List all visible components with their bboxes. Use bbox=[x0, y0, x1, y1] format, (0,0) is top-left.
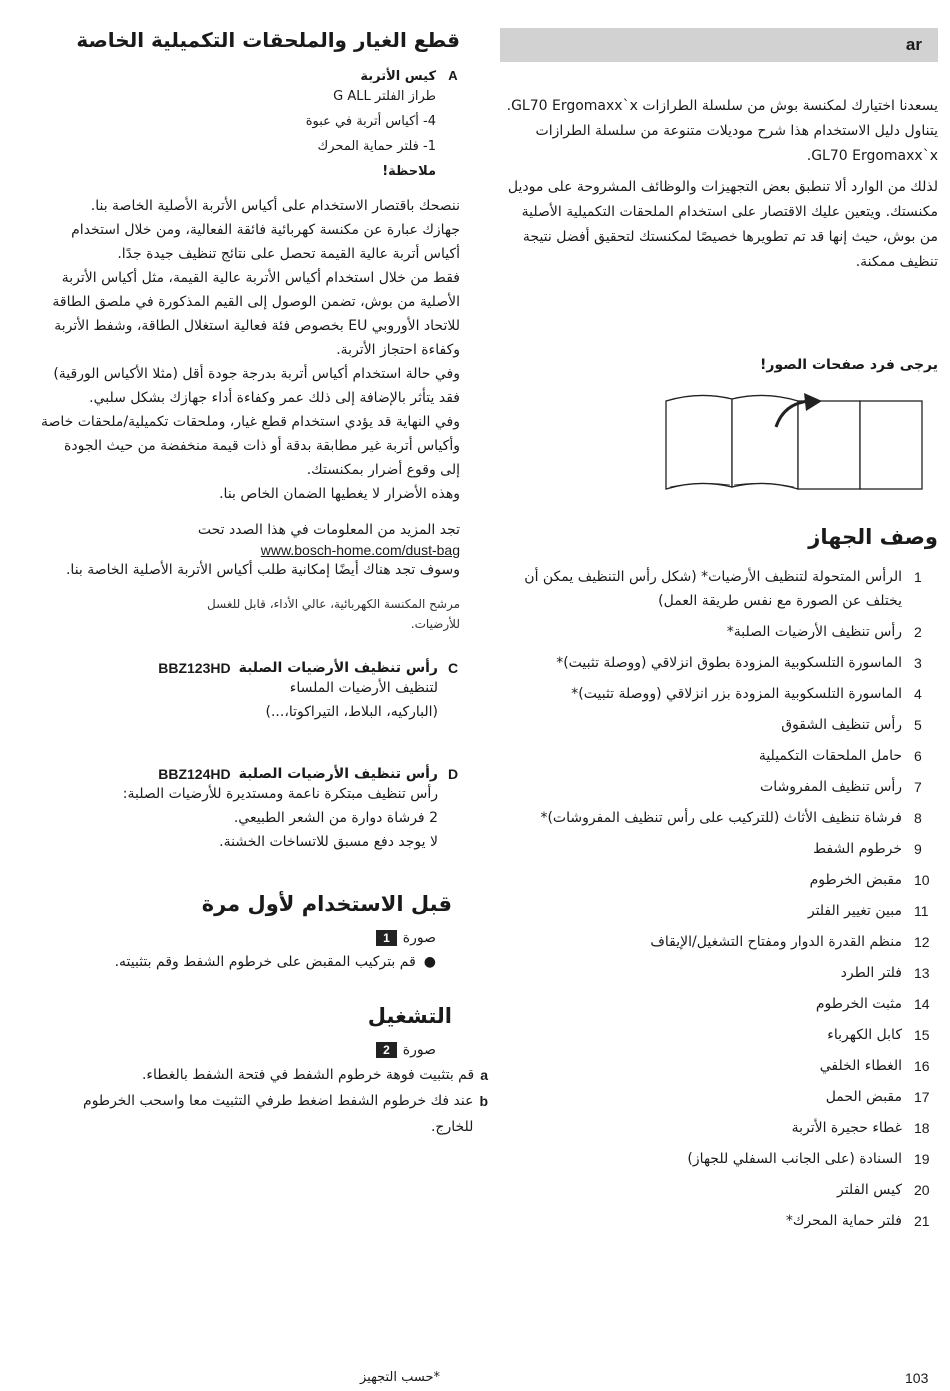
intro-paragraph: يسعدنا اختيارك لمكنسة بوش من سلسلة الطرازات GL70 Ergomaxx`x. يتناول دليل الاستخدام هذا شرح موديلات متنوعة من سلسلة الطرازات GL70 Ergomaxx`x. bbox=[506, 98, 938, 164]
list-item bbox=[500, 837, 938, 861]
part-text: غطاء حجيرة الأتربة bbox=[791, 1120, 902, 1136]
notice-paragraph: وهذه الأضرار لا يغطيها الضمان الخاص بنا. bbox=[219, 486, 460, 502]
dust-bag-link[interactable]: www.bosch-home.com/dust-bag bbox=[260, 542, 460, 558]
warning-title: ملاحظة! bbox=[382, 164, 436, 179]
section-a-letter: A bbox=[448, 68, 458, 83]
device-description-title: وصف الجهاز bbox=[808, 525, 938, 549]
section-c-line: لتنظيف الأرضيات الملساء bbox=[289, 680, 438, 696]
left-column bbox=[40, 28, 488, 1140]
part-number: 6 bbox=[914, 748, 922, 764]
list-item bbox=[500, 1209, 938, 1233]
part-text: كيس الفلتر bbox=[836, 1182, 902, 1198]
list-item bbox=[500, 1023, 938, 1047]
part-number: 4 bbox=[914, 686, 922, 702]
notice-paragraph: ننصحك باقتصار الاستخدام على أكياس الأتربة الأصلية الخاصة بنا. bbox=[90, 198, 460, 214]
part-text: رأس تنظيف الشقوق bbox=[781, 717, 902, 733]
right-column bbox=[500, 28, 938, 1240]
foldout-illustration bbox=[500, 387, 938, 497]
section-b-line: مرشح المكنسة الكهربائية، عالي الأداء، قابل للغسل bbox=[207, 597, 460, 611]
list-item bbox=[500, 651, 938, 675]
section-c-model: BBZ123HD bbox=[158, 660, 231, 676]
list-item bbox=[500, 1085, 938, 1109]
part-text: رأس تنظيف الأرضيات الصلبة* bbox=[726, 624, 902, 640]
list-item bbox=[500, 682, 938, 706]
section-d-heading bbox=[40, 766, 460, 782]
section-a-heading bbox=[40, 68, 460, 84]
list-item bbox=[500, 806, 938, 830]
part-text: كابل الكهرباء bbox=[827, 1027, 902, 1043]
part-number: 18 bbox=[914, 1120, 930, 1136]
part-number: 17 bbox=[914, 1089, 930, 1105]
section-b-text bbox=[40, 594, 460, 634]
part-number: 19 bbox=[914, 1151, 930, 1167]
part-number: 14 bbox=[914, 996, 930, 1012]
bullet-icon: ● bbox=[423, 954, 436, 970]
part-number: 10 bbox=[914, 872, 930, 888]
part-text: الغطاء الخلفي bbox=[819, 1058, 902, 1074]
parts-list bbox=[500, 565, 938, 1233]
section-a-line: 4- أكياس أتربة في عبوة bbox=[305, 114, 436, 129]
list-item bbox=[500, 930, 938, 954]
part-text: الرأس المتحولة لتنظيف الأرضيات* (شكل رأس التنظيف يمكن أن يختلف عن الصورة مع نفس طريقة العمل) bbox=[524, 569, 902, 609]
operation-title: التشغيل bbox=[367, 1004, 452, 1028]
part-number: 21 bbox=[914, 1213, 930, 1229]
before-use-title: قبل الاستخدام لأول مرة bbox=[201, 892, 452, 916]
list-item bbox=[500, 868, 938, 892]
part-text: مبين تغيير الفلتر bbox=[807, 903, 902, 919]
section-a-line: 1- فلتر حماية المحرك bbox=[317, 139, 436, 154]
section-c-heading bbox=[40, 660, 460, 676]
section-a-line: طراز الفلتر G ALL bbox=[333, 89, 436, 104]
part-number: 1 bbox=[914, 569, 922, 585]
section-c-body bbox=[40, 676, 460, 724]
language-bar bbox=[500, 28, 938, 62]
list-item bbox=[500, 565, 938, 613]
part-number: 15 bbox=[914, 1027, 930, 1043]
unfold-note: يرجى فرد صفحات الصور! bbox=[760, 357, 938, 373]
part-number: 20 bbox=[914, 1182, 930, 1198]
figure-2-label bbox=[40, 1042, 436, 1058]
figure-word: صورة bbox=[402, 1042, 436, 1058]
part-text: الماسورة التلسكوبية المزودة بطوق انزلاقي (ووصلة تثبيت)* bbox=[556, 655, 902, 671]
part-text: حامل الملحقات التكميلية bbox=[758, 748, 902, 764]
page-number: 103 bbox=[905, 1370, 929, 1386]
part-text: مثبت الخرطوم bbox=[815, 996, 902, 1012]
section-d-body bbox=[40, 782, 460, 854]
operation-step bbox=[40, 1088, 488, 1140]
step-text: عند فك خرطوم الشفط اضغط طرفي التثبيت معا واسحب الخرطوم للخارج. bbox=[83, 1093, 474, 1135]
dust-bag-notice bbox=[40, 194, 460, 506]
part-text: منظم القدرة الدوار ومفتاح التشغيل/الإيقاف bbox=[650, 934, 902, 950]
section-a-lines bbox=[40, 84, 460, 184]
figure-word: صورة bbox=[402, 930, 436, 946]
notice-paragraph: وفي النهاية قد يؤدي استخدام قطع غيار، وملحقات تكميلية/ملحقات خاصة وأكياس أتربة غير مطابقة بدقة أو ذات قيمة منخفضة من حيث الجودة إلى وقوع أضرار بمكنستك. bbox=[40, 414, 460, 478]
notice-paragraph: وفي حالة استخدام أكياس أتربة بدرجة جودة أقل (مثلا الأكياس الورقية) فقد يتأثر بالإضافة إلى ذلك عمر وكفاءة أداء جهازك بشكل سلبي. bbox=[53, 366, 460, 406]
part-text: فلتر الطرد bbox=[840, 965, 902, 981]
figure-1-label bbox=[40, 930, 436, 946]
step-key: b bbox=[479, 1093, 488, 1109]
part-number: 3 bbox=[914, 655, 922, 671]
language-code: ar bbox=[905, 35, 922, 54]
part-text: رأس تنظيف المفروشات bbox=[760, 779, 902, 795]
section-d-letter: D bbox=[447, 766, 459, 782]
part-number: 7 bbox=[914, 779, 922, 795]
operation-step bbox=[40, 1062, 488, 1088]
part-text: مقبض الحمل bbox=[825, 1089, 902, 1105]
part-number: 2 bbox=[914, 624, 922, 640]
part-text: خرطوم الشفط bbox=[813, 841, 902, 857]
section-c-letter: C bbox=[447, 660, 459, 676]
before-use-bullet bbox=[40, 950, 436, 974]
operation-steps bbox=[40, 1062, 494, 1140]
part-number: 12 bbox=[914, 934, 930, 950]
list-item bbox=[500, 744, 938, 768]
section-d-title: رأس تنظيف الأرضيات الصلبة bbox=[238, 766, 438, 782]
bullet-text: قم بتركيب المقبض على خرطوم الشفط وقم بتثبيته. bbox=[114, 954, 416, 970]
part-number: 16 bbox=[914, 1058, 930, 1074]
step-text: قم بتثبيت فوهة خرطوم الشفط في فتحة الشفط بالغطاء. bbox=[141, 1067, 475, 1083]
list-item bbox=[500, 1147, 938, 1171]
section-d-line: 2 فرشاة دوارة من الشعر الطبيعي. bbox=[233, 810, 438, 826]
list-item bbox=[500, 1054, 938, 1078]
section-c-line: (الباركيه، البلاط، التيراكوتا،...) bbox=[265, 704, 438, 720]
list-item bbox=[500, 713, 938, 737]
list-item bbox=[500, 899, 938, 923]
notice-paragraph: جهازك عبارة عن مكنسة كهربائية فائقة الفعالية، ومن خلال استخدام أكياس أتربة عالية القيمة تحصل على نتائج تنظيف جيدة جدًا. bbox=[71, 222, 460, 262]
section-b-line: للأرضيات. bbox=[410, 617, 460, 631]
list-item bbox=[500, 961, 938, 985]
part-text: فرشاة تنظيف الأثاث (للتركيب على رأس تنظيف المفروشات)* bbox=[540, 810, 902, 826]
link-after: وسوف تجد هناك أيضًا إمكانية طلب أكياس الأتربة الأصلية الخاصة بنا. bbox=[65, 562, 460, 578]
section-d-line: لا يوجد دفع مسبق للاتساخات الخشنة. bbox=[219, 834, 438, 850]
section-d-line: رأس تنظيف مبتكرة ناعمة ومستديرة للأرضيات الصلبة: bbox=[122, 786, 438, 802]
part-number: 5 bbox=[914, 717, 922, 733]
part-number: 13 bbox=[914, 965, 930, 981]
part-text: مقبض الخرطوم bbox=[809, 872, 902, 888]
foldout-book-icon bbox=[664, 387, 936, 497]
step-key: a bbox=[480, 1067, 488, 1083]
list-item bbox=[500, 1116, 938, 1140]
figure-number-badge: 1 bbox=[376, 930, 397, 946]
list-item bbox=[500, 620, 938, 644]
part-number: 11 bbox=[914, 903, 929, 919]
list-item bbox=[500, 1178, 938, 1202]
part-text: السنادة (على الجانب السفلي للجهاز) bbox=[687, 1151, 902, 1167]
list-item bbox=[500, 775, 938, 799]
part-number: 8 bbox=[914, 810, 922, 826]
notice-paragraph: فقط من خلال استخدام أكياس الأتربة عالية القيمة، مثل أكياس الأتربة الأصلية من بوش، تضمن الوصول إلى القيم المذكورة في ملصق الطاقة للاتحاد الأوروبي EU بخصوص فئة فعالية استغلال الطاقة، وشفط الأتربة وكفاءة احتجاز الأتربة. bbox=[52, 270, 460, 358]
accessories-title: قطع الغيار والملحقات التكميلية الخاصة bbox=[76, 28, 460, 52]
figure-number-badge: 2 bbox=[376, 1042, 397, 1058]
part-text: الماسورة التلسكوبية المزودة بزر انزلاقي (ووصلة تثبيت)* bbox=[571, 686, 902, 702]
footnote: *حسب التجهيز bbox=[360, 1370, 441, 1385]
part-number: 9 bbox=[914, 841, 922, 857]
part-text: فلتر حماية المحرك* bbox=[785, 1213, 902, 1229]
list-item bbox=[500, 992, 938, 1016]
link-intro: تجد المزيد من المعلومات في هذا الصدد تحت bbox=[197, 522, 460, 538]
section-a-title: كيس الأتربة bbox=[360, 69, 436, 84]
section-d-model: BBZ124HD bbox=[158, 766, 231, 782]
intro-text bbox=[500, 94, 938, 275]
intro-paragraph: لذلك من الوارد ألا تنطبق بعض التجهيزات والوظائف المشروحة على موديل مكنستك. ويتعين عليك الاقتصار على استخدام الملحقات التكميلية الأصلية من بوش، حيث إنها قد تم تطويرها خصيصًا لمكنستك لتحقيق أفضل نتيجة تنظيف ممكنة. bbox=[507, 179, 938, 270]
section-c-title: رأس تنظيف الأرضيات الصلبة bbox=[238, 660, 438, 676]
